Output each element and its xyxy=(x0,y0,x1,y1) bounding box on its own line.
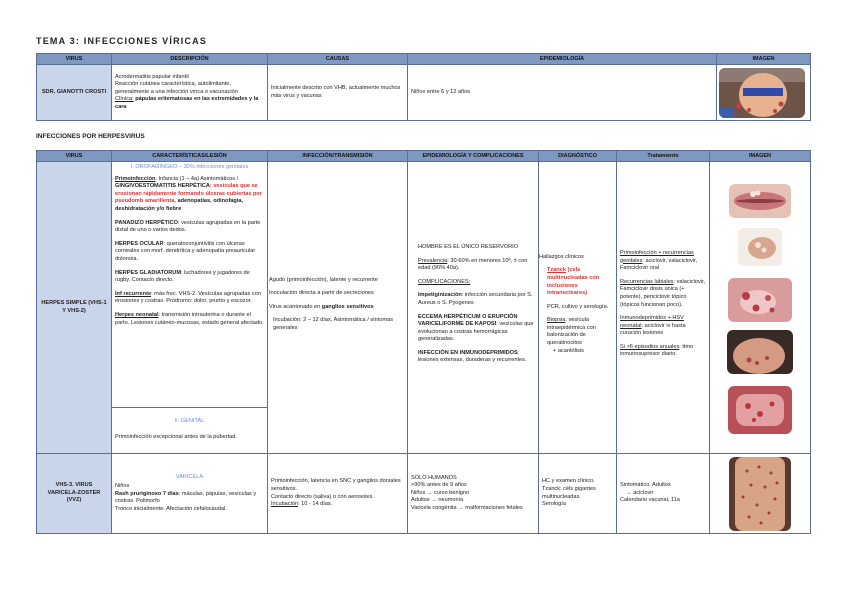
tto-line: Sintomático. Adultos xyxy=(620,482,671,489)
image-cell xyxy=(717,65,811,121)
biopsia-para xyxy=(539,317,613,347)
page-title: TEMA 3: INFECCIONES VÍRICAS xyxy=(36,36,208,46)
desc-line: Reacción cutánea característica, autolimitante, generalmente a una infección vírica o vacunación xyxy=(115,81,238,95)
transmission-cell xyxy=(268,162,408,454)
primo-label: Primoinfección xyxy=(115,175,156,182)
inc-text: : 10 - 14 días. xyxy=(298,501,333,508)
inmuno-para xyxy=(418,350,535,365)
diag-line: HC y examen clínico. xyxy=(542,478,595,485)
diag-line: Serología xyxy=(542,501,566,508)
neonatal-text: : transmisión intrauterina o durante el parto. Lesiones cutáneo-mucosas, estado general afectado. xyxy=(115,311,264,326)
trans-line: Primoinfección, latencia en SNC y ganglios dorsales sensitivos. xyxy=(271,478,401,492)
primo-text: : Infancia (1 – 4a) Asintomáticos / xyxy=(155,175,239,182)
tto-rec-label: Recurrencias labiales xyxy=(620,278,674,285)
table-row xyxy=(37,65,811,121)
col-header: INFECCIÓN/TRANSMISIÓN xyxy=(268,151,408,162)
epi-line: SOLO HUMANOS xyxy=(411,474,457,481)
treatment-cell xyxy=(617,162,710,454)
panadizo-label: PANADIZO HERPÉTICO xyxy=(115,219,178,226)
recurrente-para xyxy=(115,291,264,306)
biopsia-text: : vesícula intraepidérmica con balonización de queratinocitos xyxy=(547,317,596,347)
diagnosis-cell xyxy=(539,454,617,534)
trans-line: Incubación: 2 – 12 días, Asintomática / síntomas generales xyxy=(273,317,394,331)
col-header: CAUSAS xyxy=(268,54,408,65)
tto-primo-label: Primoinfección + recurrencias genitales xyxy=(620,249,694,264)
diagnosis-cell xyxy=(539,162,617,454)
eccema-label: ECCEMA HERPÉTICUM O ERUPCIÓN VARICELIFORME DE KAPOSI xyxy=(418,313,518,328)
genital-text: Primoinfección excepcional antes de la pubertad. xyxy=(115,433,237,440)
diag-line: + acantólisis xyxy=(553,347,584,354)
transmission-cell xyxy=(268,454,408,534)
image-cell xyxy=(710,454,811,534)
col-header: EPIDEMIOLOGÍA xyxy=(408,54,717,65)
trans-line xyxy=(269,304,404,312)
primo-para xyxy=(115,176,264,214)
tzanck-para xyxy=(539,267,613,297)
virus-cell: VHS-3. VIRUS VARICELA-ZOSTER (VVZ) xyxy=(37,454,112,534)
rash-line xyxy=(115,491,264,506)
child-face-photo xyxy=(719,68,805,118)
neonatal-label: Herpes neonatal xyxy=(115,311,159,318)
col-header: EPIDEMIOLOGÍA Y COMPLICACIONES xyxy=(408,151,539,162)
ocular-para xyxy=(115,241,264,264)
orofacial-title: I. OROFAGINGEO – 30% infecciones genitales xyxy=(130,164,249,170)
col-header: IMAGEN xyxy=(710,151,811,162)
impet-label: Impetiginización xyxy=(418,292,462,299)
tto-si-label: Si >6 episodios anuales xyxy=(620,343,680,350)
tto-si-para xyxy=(620,344,706,359)
inmuno-text: : lesiones extensas, duraderas y recurrentes. xyxy=(418,349,527,364)
desc-line: Acrodermatitis papular infantil xyxy=(115,73,189,80)
herpesvirus-table xyxy=(36,150,811,534)
neonatal-para xyxy=(115,312,264,327)
epi-line: Niños → curso benigno xyxy=(411,489,470,496)
rash-label: Rash pruriginoso 7 días xyxy=(115,490,179,497)
col-header: VIRUS xyxy=(37,151,112,162)
virus-cell: SDR. GIANOTTI CROSTI xyxy=(37,65,112,121)
recurrente-label: Inf recurrente xyxy=(115,290,152,297)
gingivo-label: GINGIVOESTOMATITIS HERPÉTICA xyxy=(115,183,210,190)
gladiatorum-label: HERPES GLADIATORUM xyxy=(115,269,181,276)
panadizo-para xyxy=(115,220,264,235)
epi-line: Adultos → neumonía xyxy=(411,497,464,504)
tto-primo-para xyxy=(620,250,706,273)
trans-line: Contacto directo (saliva) o con aerosoles. xyxy=(271,493,374,500)
gladiatorum-para xyxy=(115,270,264,285)
impet-para xyxy=(418,292,535,307)
tto-si-text: : ttmo inmunosupresor diario. xyxy=(620,343,694,358)
col-header: VIRUS xyxy=(37,54,112,65)
gladiatorum-text: : luchadores y jugadores de rugby. Contacto directo. xyxy=(115,269,250,284)
virus-cell: HERPES SIMPLE (VHS-1 Y VHS-2) xyxy=(37,162,112,454)
tto-line: → aciclovir xyxy=(626,489,654,496)
ocular-text: : queratoconjuntivitis con úlceras corneales con morf. dendrítica y adenopatía preauricular dolorosa. xyxy=(115,240,256,262)
diag-line: PCR, cultivo y serología. xyxy=(547,303,609,310)
inmuno-label: INFECCIÓN EN INMUNODEPRIMIDOS xyxy=(418,349,518,356)
clinica-label: Clínica: xyxy=(115,96,134,103)
trans-line: Agudo (primoinfección), latente y recurrente xyxy=(269,276,378,283)
causes-cell: Inicialmente descrito con VHB, actualmente muchos más virus y vacunas xyxy=(268,65,408,121)
herpes-genital-photo xyxy=(728,386,792,434)
complications-label: COMPLICACIONES: xyxy=(418,278,471,285)
tto-inmuno-text: : aciclovir iv hasta curación lesiones xyxy=(620,322,686,337)
table-header-row xyxy=(37,54,811,65)
prev-label: Prevalencia xyxy=(418,257,448,264)
trans-line: Inoculación directa a partir de secreciones xyxy=(269,290,374,297)
herpes-lip-photo xyxy=(729,184,791,218)
tto-inmuno-para xyxy=(620,315,706,338)
col-header: IMAGEN xyxy=(717,54,811,65)
inc-label: Incubación xyxy=(271,501,299,508)
col-header: DESCRIPCIÓN xyxy=(112,54,268,65)
epi-line: HOMBRE ES EL ÚNICO RESERVORIO xyxy=(418,243,519,250)
char-line: Niños xyxy=(115,483,130,490)
biopsia-label: Biopsia xyxy=(547,317,566,324)
tto-primo-text: : aciclovir, valaciclovir, Famciclovir oral xyxy=(620,257,698,272)
varicela-title: VARICELA xyxy=(175,473,204,480)
genital-title: II. GENITAL xyxy=(174,418,205,424)
tto-rec-text: : valaciclovir, Famciclovir dosis única (+ potente), penciclovir tópico (tópicos funcionan poco). xyxy=(620,278,706,308)
tzanck-text: (cels multinucleadas con inclusiones intranucleares) xyxy=(547,267,600,297)
diag-line: Hallazgos clínicos xyxy=(539,253,584,260)
epidemiology-cell xyxy=(408,162,539,454)
diag-line: Tzanck: céls gigantes multinucleadas. xyxy=(542,485,596,500)
tto-inmuno-label: Inmunodeprimidos + HSV neonatal xyxy=(620,315,684,329)
incubation-line xyxy=(271,501,404,509)
char-line: Tronco inicialmente. Afectación cefalocaudal. xyxy=(115,505,227,512)
prev-text: : 30-60% en menores 10ª, ± con edad (90% 40a). xyxy=(418,257,528,272)
trans-text: Virus acantonado en xyxy=(269,303,322,310)
recurrente-text: : más frec. VHS-2. Vesículas agrupadas con erosiones y costras. Pródromo: dolor, prurito y escozor. xyxy=(115,290,261,305)
characteristics-cell xyxy=(112,454,268,534)
table-header-row xyxy=(37,151,811,162)
trans-bold: ganglios sensitivos xyxy=(321,303,374,310)
epidemiology-cell: Niños entre 6 y 12 años xyxy=(408,65,717,121)
clinica-text: pápulas eritematosas en las extremidades y la cara xyxy=(115,96,259,110)
eccema-text: : vesículas que evolucionan a costras hemorrágicas generalizadas. xyxy=(418,321,534,343)
gianotti-table xyxy=(36,53,811,121)
gingivo-bold: adenopatías, odinofagia, deshidratación y/o fiebre xyxy=(115,198,244,212)
herpes-ocular-photo xyxy=(728,278,792,322)
col-header: Tratamiento xyxy=(617,151,710,162)
tto-line: Calendario vacunal, 11a xyxy=(620,497,680,504)
panadizo-text: : vesículas agrupadas en la parte distal de uno o varios dedos. xyxy=(115,219,261,234)
herpes-neck-photo xyxy=(727,330,793,374)
impet-text: : infección secundaria por S. Aureus o S. Pyogenes xyxy=(418,292,533,306)
col-header: CARACTERÍSTICAS/LESIÓN xyxy=(112,151,268,162)
herpes-finger-photo xyxy=(738,228,782,266)
rash-text: : máculas, pápulas, vesículas y costras. Polimorfo xyxy=(115,490,257,505)
tzanck-label: Tzanck xyxy=(547,267,566,274)
tto-rec-para xyxy=(620,279,706,309)
table-row xyxy=(37,454,811,534)
genital-block xyxy=(112,408,267,443)
image-cell xyxy=(710,162,811,454)
description-cell xyxy=(112,65,268,121)
eccema-para xyxy=(418,314,535,344)
ocular-label: HERPES OCULAR xyxy=(115,240,164,247)
epi-line: >90% antes de 9 años xyxy=(411,482,467,489)
orofacial-block xyxy=(112,162,267,408)
prevalence-para xyxy=(418,258,535,273)
gingivo-red: : vesículas que se erosionan rápidamente formando úlceras cubiertas por pseudomb amarillenta, xyxy=(115,183,263,205)
epidemiology-cell xyxy=(408,454,539,534)
characteristics-cell xyxy=(112,162,268,454)
clinica-line xyxy=(115,96,264,111)
treatment-cell xyxy=(617,454,710,534)
section-subtitle: INFECCIONES POR HERPESVIRUS xyxy=(36,133,145,140)
table-row xyxy=(37,162,811,454)
epi-line: Varicela congénita → malformaciones fetales xyxy=(411,504,523,511)
col-header: DIAGNÓSTICO xyxy=(539,151,617,162)
varicella-torso-photo xyxy=(729,457,791,531)
